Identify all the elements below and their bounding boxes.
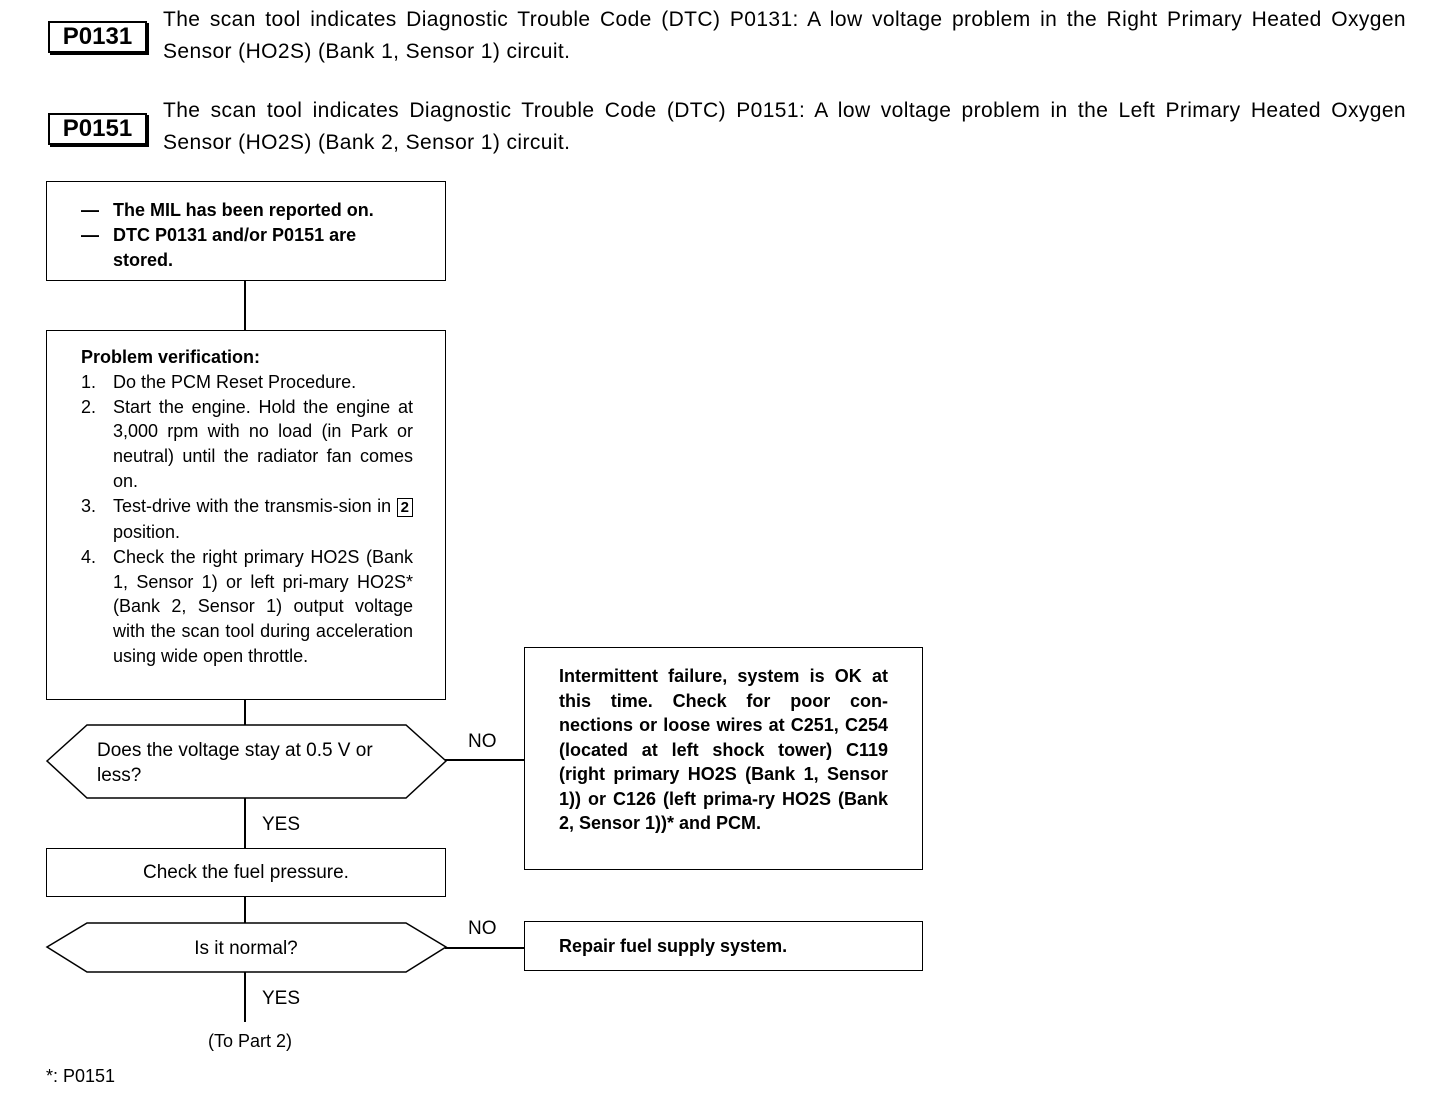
footnote: *: P0151 [46,1066,116,1086]
start-condition-line: — The MIL has been reported on. [81,198,413,223]
flow-connector [244,798,246,848]
intermittent-failure-box [524,647,923,870]
step-text: position. [113,522,181,543]
decision-voltage-yes-label: YES [262,814,301,835]
step-text: Do the PCM Reset Procedure. [113,372,357,392]
repair-fuel-text: Repair fuel supply system. [559,935,788,956]
flow-connector-no [445,759,525,761]
fuel-pressure-text: Check the fuel pressure. [143,861,349,883]
dtc-description: The scan tool indicates Diagnostic Trouble Code (DTC) P0131: A low voltage problem in the Right Primary Heated Oxygen Sensor (HO2S) (Bank 1, Sensor 1) circuit. [163,8,1406,63]
flow-connector-no [445,947,525,949]
dtc-description: The scan tool indicates Diagnostic Trouble Code (DTC) P0151: A low voltage problem in the Left Primary Heated Oxygen Sensor (HO2S) (Bank 2, Sensor 1) circuit. [163,99,1406,154]
decision-voltage-question: Does the voltage stay at 0.5 V or less? [97,740,373,786]
dtc-code-badge: P0151 [48,113,147,145]
step-number: 1. [81,372,97,392]
step-number: 3. [81,495,97,516]
start-condition-line: — DTC P0131 and/or P0151 are stored. [81,223,413,273]
decision-normal-no-label: NO [468,918,497,939]
intermittent-failure-text: Intermittent failure, system is OK at this time. Check for poor con-nections or loose wires at C251, C254 (located at left shock tower) C119 (right primary HO2S (Bank 1, Sensor 1)) or C126 (left prima-ry HO2S (Bank 2, Sensor 1))* and PCM. [559,666,888,833]
verification-title: Problem verification: [81,347,261,367]
step-number: 4. [81,546,97,567]
flow-connector [244,896,246,923]
flow-connector [244,972,246,1022]
verification-step [81,545,413,669]
repair-fuel-box [524,921,923,971]
decision-normal-yes-label: YES [262,988,301,1009]
verification-step [81,494,413,545]
verification-step [81,395,413,494]
gear-position-key: 2 [397,498,413,517]
decision-voltage-no-label: NO [468,731,497,752]
flow-connector [244,280,246,330]
step-text: Test-drive with the transmis-sion in [113,495,392,516]
start-condition-box [46,181,446,281]
verification-step [81,370,413,395]
step-text: Check the right primary HO2S (Bank 1, Sensor 1) or left pri-mary HO2S* (Bank 2, Sensor 1) output voltage with the scan tool during acceleration using wide open throttle. [113,546,413,666]
problem-verification-box [46,330,446,700]
fuel-pressure-box [46,848,446,897]
dtc-code-badge: P0131 [48,21,147,53]
to-part-2-label: (To Part 2) [208,1031,293,1051]
step-text: Start the engine. Hold the engine at 3,000 rpm with no load (in Park or neutral) until the radiator fan comes on. [113,396,413,491]
decision-normal-question: Is it normal? [194,938,298,959]
step-number: 2. [81,396,97,417]
flow-connector [244,699,246,725]
